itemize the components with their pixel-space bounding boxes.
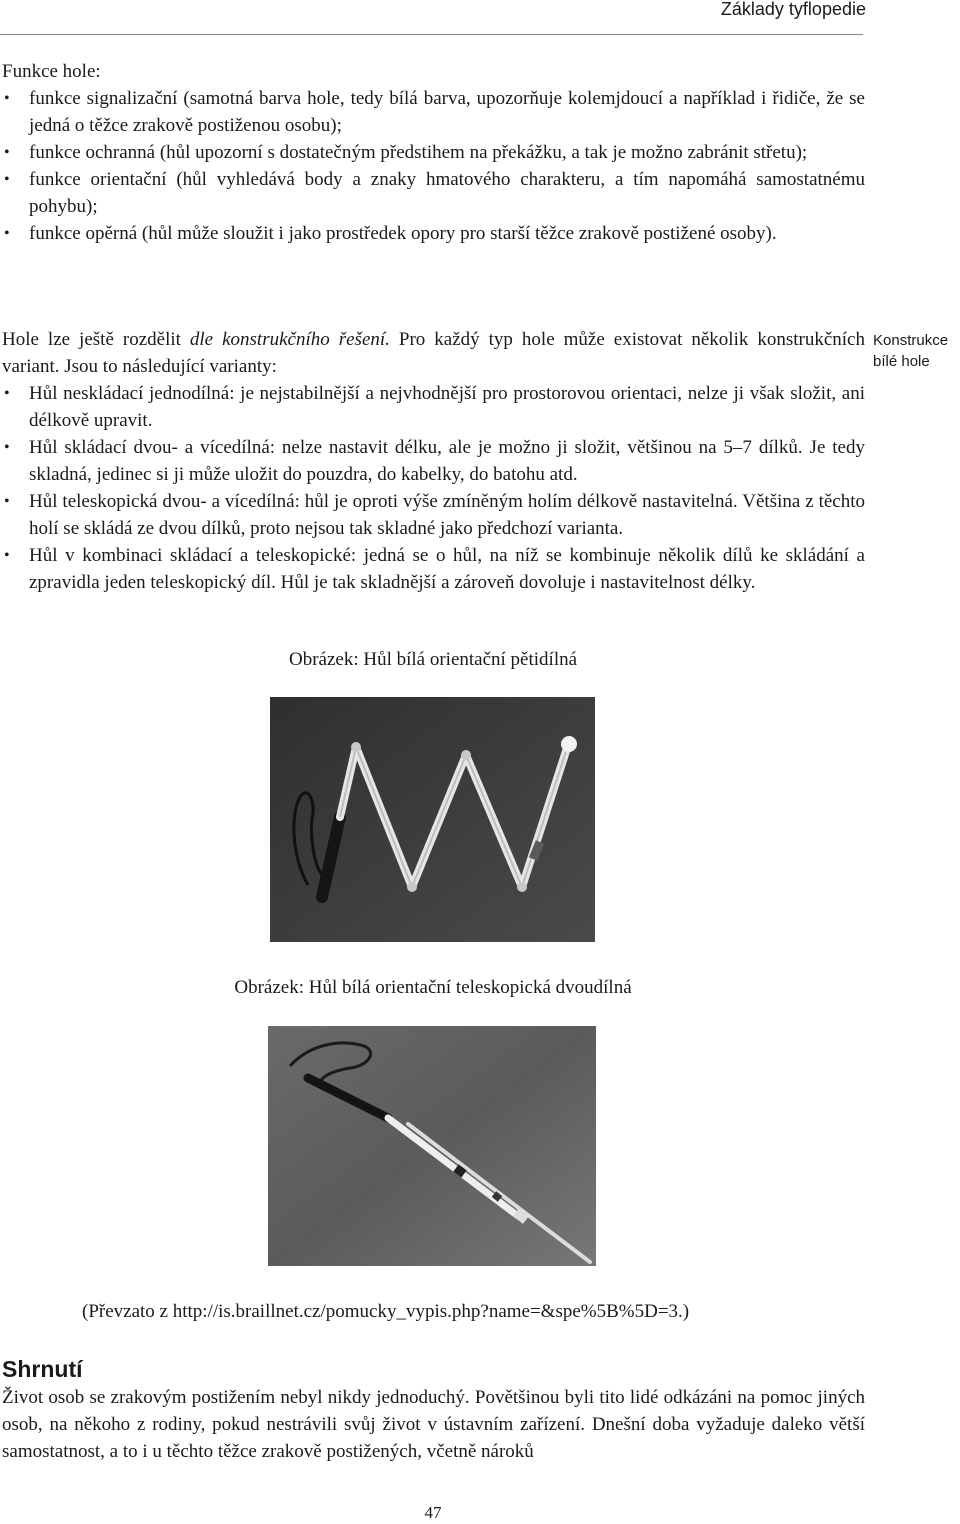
intro-emphasis: dle konstrukčního řešení.: [189, 329, 390, 350]
functions-section: [2, 58, 865, 247]
intro-start: Hole lze ještě rozdělit: [2, 329, 190, 350]
list-item: • funkce signalizační (samotná barva hole, tedy bílá barva, upozorňuje kolemjdoucí a například i řidiče, že se jedná o těžce zrakově postiženou osobu);: [2, 85, 865, 139]
construction-intro: [2, 326, 865, 380]
margin-note: Konstrukce bílé hole: [873, 332, 949, 370]
construction-list: [2, 380, 865, 596]
running-head-title: Základy tyflopedie: [720, 0, 866, 19]
list-item: • Hůl skládací dvou- a vícedílná: nelze nastavit délku, ale je možno ji složit, většinou na 5–7 dílků. Je tedy skladná, jedinec si ji může uložit do pouzdra, do kabelky, do batohu atd.: [2, 434, 865, 488]
figure-caption: Obrázek: Hůl bílá orientační teleskopická dvoudílná: [234, 977, 632, 998]
intro-end: Pro každý typ hole může existovat několik konstrukčních variant. Jsou to následující varianty:: [2, 329, 865, 377]
telescopic-cane-photo: [268, 1026, 596, 1266]
header-divider: [0, 34, 863, 35]
construction-section: [2, 326, 865, 596]
summary-paragraph: Život osob se zrakovým postižením nebyl nikdy jednoduchý. Povětšinou byli tito lidé odkázáni na pomoc jiných osob, na někoho z rodiny, pokud nestrávili svůj život v ústavním zařízení. Dnešní doba vyžaduje daleko větší samostatnost, a to i u těchto těžce zrakově postižených, včetně nároků: [2, 1387, 865, 1462]
list-item: • Hůl neskládací jednodílná: je nejstabilnější a nejvhodnější pro prostorovou orientaci, nelze ji však složit, ani délkově upravit.: [2, 380, 865, 434]
source-citation: (Převzato z http://is.braillnet.cz/pomucky_vypis.php?name=&spe%5B%5D=3.): [82, 1301, 690, 1322]
folding-cane-photo: [270, 697, 595, 942]
running-head: [0, 0, 866, 34]
list-item: • Hůl teleskopická dvou- a vícedílná: hůl je oproti výše zmíněným holím délkově nastavitelná. Většina z těchto holí se skládá ze dvou dílků, proto nejsou tak skladné jako předchozí varianta.: [2, 488, 865, 542]
list-item: • funkce ochranná (hůl upozorní s dostatečným předstihem na překážku, a tak je možno zabránit střetu);: [2, 139, 865, 166]
functions-list: [2, 85, 865, 247]
figure-caption: Obrázek: Hůl bílá orientační pětidílná: [288, 649, 578, 670]
list-item: • Hůl v kombinaci skládací a teleskopické: jedná se o hůl, na níž se kombinuje několik dílů ke skládání a zpravidla jeden teleskopický díl. Hůl je tak skladnější a zároveň dovoluje i nastavitelnost délky.: [2, 542, 865, 596]
page-number: 47: [424, 1503, 442, 1522]
list-item: • funkce opěrná (hůl může sloužit i jako prostředek opory pro starší těžce zrakově postižené osoby).: [2, 220, 865, 247]
summary-heading: Shrnutí: [2, 1356, 83, 1382]
list-item: • funkce orientační (hůl vyhledává body a znaky hmatového charakteru, a tím napomáhá samostatnému pohybu);: [2, 166, 865, 220]
functions-heading: Funkce hole:: [2, 61, 101, 82]
